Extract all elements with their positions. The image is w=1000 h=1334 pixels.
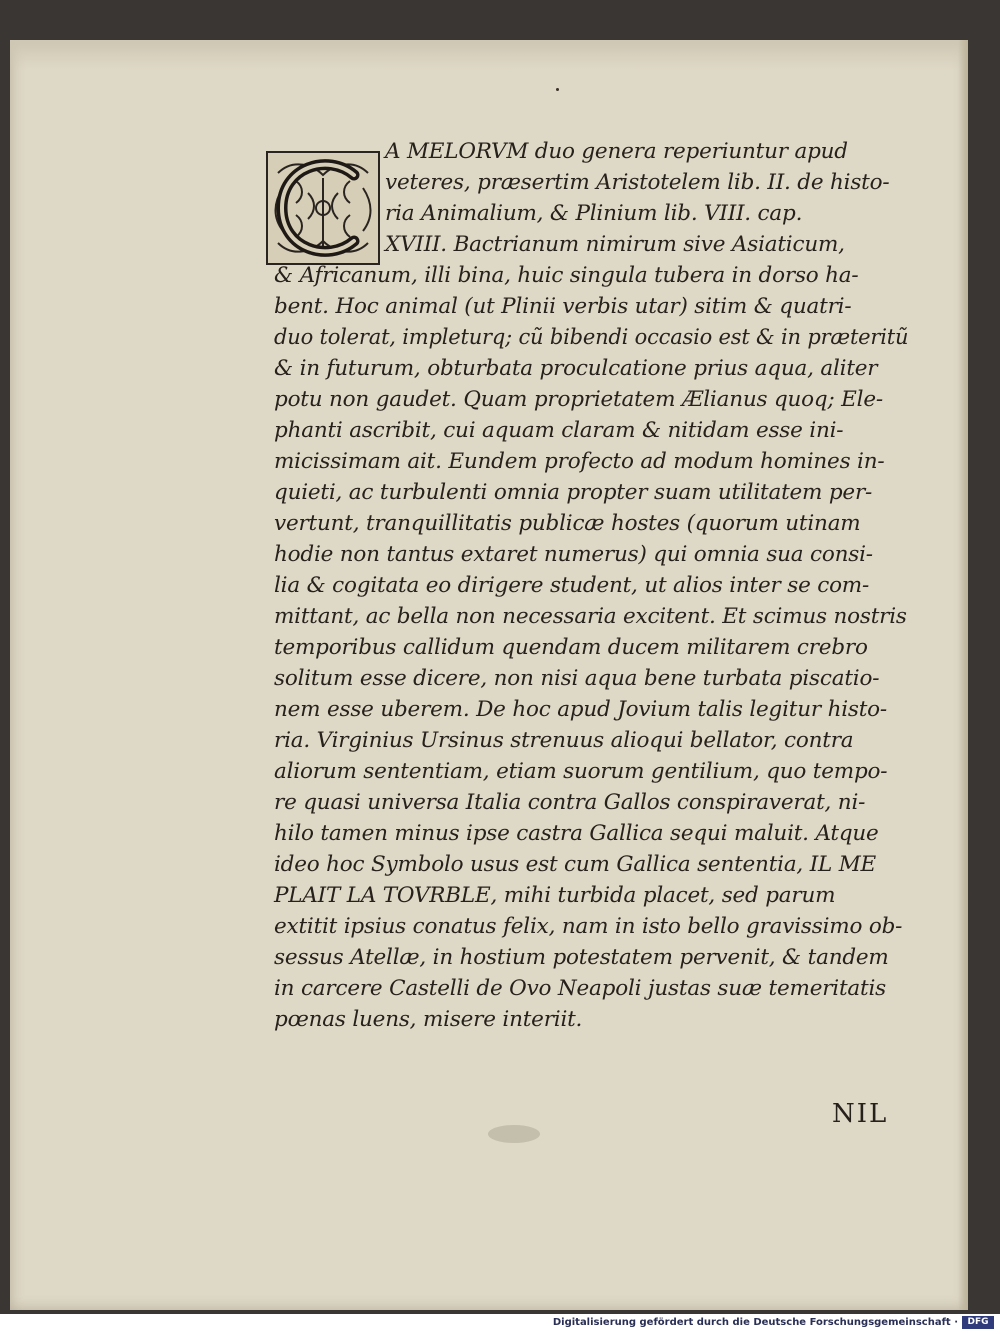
text-line: pœnas luens, misere interiit. [274, 1007, 583, 1032]
text-line: bent. Hoc animal (ut Plinii verbis utar) sitim & quatri- [274, 294, 852, 319]
text-line: re quasi universa Italia contra Gallos conspiraverat, ni- [274, 790, 866, 815]
text-line: solitum esse dicere, non nisi aqua bene turbata piscatio- [274, 666, 880, 691]
text-line: duo tolerat, impleturq; cũ bibendi occasio est & in præteritũ [274, 325, 909, 349]
text-line: quieti, ac turbulenti omnia propter suam utilitatem per- [274, 480, 873, 505]
text-line: in carcere Castelli de Ovo Neapoli justas suæ temeritatis [274, 976, 886, 1001]
text-line: lia & cogitata eo dirigere student, ut alios inter se com- [274, 573, 870, 598]
page-edge-shadow [958, 40, 968, 1310]
text-line: A MELORVM duo genera reperiuntur apud [385, 139, 848, 164]
text-line: & Africanum, illi bina, huic singula tubera in dorso ha- [274, 263, 859, 288]
ink-smudge [488, 1125, 540, 1143]
text-line: potu non gaudet. Quam proprietatem Ælianus quoq; Ele- [274, 387, 883, 412]
text-line: nem esse uberem. De hoc apud Jovium talis legitur histo- [274, 697, 887, 722]
text-line: hodie non tantus extaret numerus) qui omnia sua consi- [274, 542, 873, 567]
text-line: hilo tamen minus ipse castra Gallica sequi maluit. Atque [274, 821, 879, 846]
dfg-logo-icon: DFG [962, 1316, 994, 1329]
ornamental-letter-c-icon [266, 151, 380, 265]
text-line: phanti ascribit, cui aquam claram & nitidam esse ini- [274, 418, 844, 443]
text-line: extitit ipsius conatus felix, nam in isto bello gravissimo ob- [274, 914, 903, 939]
text-line: aliorum sententiam, etiam suorum gentilium, quo tempo- [274, 759, 888, 784]
text-line: sessus Atellæ, in hostium potestatem pervenit, & tandem [274, 945, 889, 970]
text-line: micissimam ait. Eundem profecto ad modum homines in- [274, 449, 885, 474]
ink-dot-mark [556, 88, 559, 91]
book-page [10, 40, 968, 1310]
catchword: NIL [832, 1099, 889, 1129]
digitization-footer [0, 1314, 1000, 1334]
text-line: XVIII. Bactrianum nimirum sive Asiaticum, [385, 232, 845, 257]
text-line: & in futurum, obturbata proculcatione prius aqua, aliter [274, 356, 878, 381]
text-line: ideo hoc Symbolo usus est cum Gallica sententia, IL ME [274, 852, 877, 877]
text-line: veteres, præsertim Aristotelem lib. II. de histo- [385, 170, 890, 195]
text-line: temporibus callidum quendam ducem militarem crebro [274, 635, 868, 660]
text-line: vertunt, tranquillitatis publicæ hostes (quorum utinam [274, 511, 861, 536]
text-line: mittant, ac bella non necessaria excitent. Et scimus nostris [274, 604, 907, 629]
footer-credit: Digitalisierung gefördert durch die Deutsche Forschungsgemeinschaft · [552, 1317, 958, 1328]
text-line: ria. Virginius Ursinus strenuus alioqui bellator, contra [274, 728, 854, 753]
text-line: ria Animalium, & Plinium lib. VIII. cap. [385, 201, 803, 226]
text-line: PLAIT LA TOVRBLE, mihi turbida placet, sed parum [274, 883, 836, 908]
